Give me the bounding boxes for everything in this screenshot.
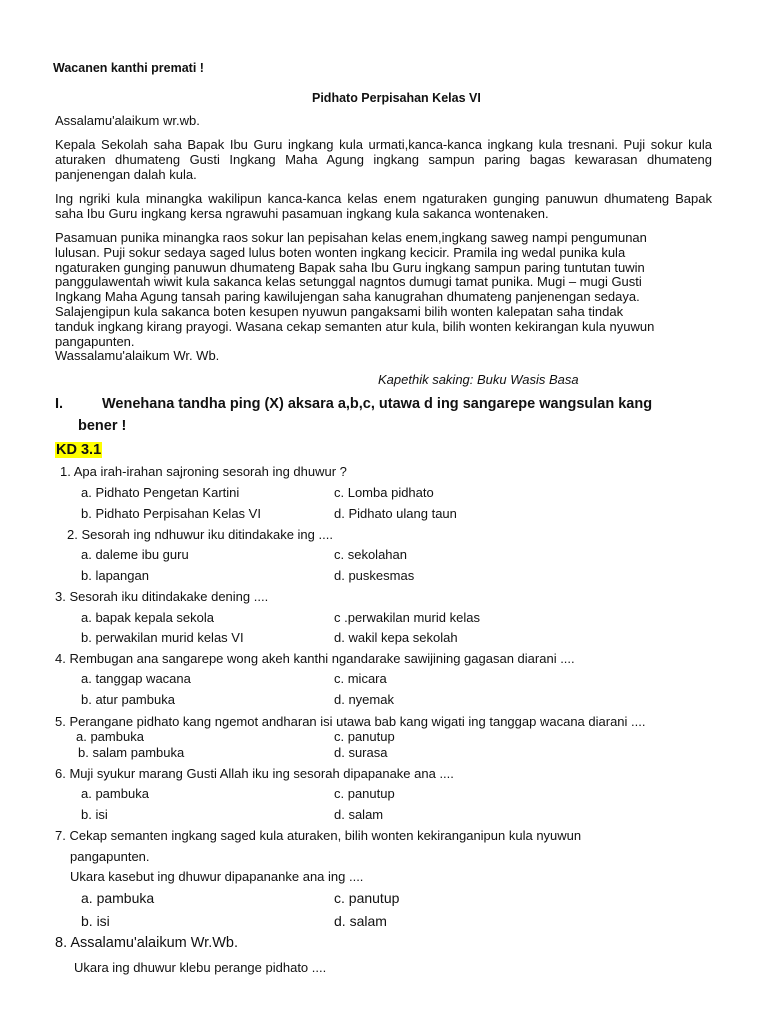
- speech-line: Pasamuan punika minangka raos sokur lan pepisahan kelas enem,ingkang saweg nampi pengumunan: [55, 230, 647, 245]
- option-6c[interactable]: c. panutup: [334, 786, 395, 801]
- kd-badge: KD 3.1: [56, 442, 102, 458]
- option-1d[interactable]: d. Pidhato ulang taun: [334, 506, 457, 521]
- option-4c[interactable]: c. micara: [334, 671, 387, 686]
- speech-paragraph-2: Ing ngriki kula minangka wakilipun kanca-kanca kelas enem ngaturaken gunging panuwun dhumateng Bapak saha Ibu Guru ingkang kersa ngrawuhi pasamuan ingkang kula sakanca wontenaken.: [55, 191, 712, 221]
- option-4d[interactable]: d. nyemak: [334, 692, 394, 707]
- option-2b[interactable]: b. lapangan: [81, 568, 149, 583]
- option-1b[interactable]: b. Pidhato Perpisahan Kelas VI: [81, 506, 261, 521]
- speech-line: panggulawentah wiwit kula sakanca kelas setunggal nagntos dumugi tamat punika. Mugi – mugi Gusti: [55, 274, 642, 290]
- question-8: 8. Assalamu'alaikum Wr.Wb.: [55, 935, 239, 951]
- option-7c[interactable]: c. panutup: [334, 890, 400, 906]
- option-3a[interactable]: a. bapak kepala sekola: [81, 610, 214, 625]
- instruction: Wacanen kanthi premati !: [53, 61, 204, 75]
- speech-line: tanduk ingkang kirang prayogi. Wasana cekap semanten atur kula, bilih wonten kekirangan kula nyuwun: [55, 318, 655, 334]
- question-7-line2: pangapunten.: [70, 849, 150, 864]
- speech-paragraph-3: [55, 231, 712, 364]
- speech-line: Salajengipun kula sakanca boten kesupen nyuwun pangaksami bilih wonten kalepatan saha tindak: [55, 303, 624, 319]
- option-7d[interactable]: d. salam: [334, 913, 387, 929]
- option-3c[interactable]: c .perwakilan murid kelas: [334, 610, 480, 625]
- speech-line: ngaturaken gunging panuwun dhumateng Bapak saha Ibu Guru ingkang sampun paring tuntutan tuwin: [55, 259, 645, 275]
- question-4: 4. Rembugan ana sangarepe wong akeh kanthi ngandarake sawijining gagasan diarani ....: [55, 651, 575, 666]
- section-instruction-line2: bener !: [78, 418, 127, 434]
- question-3: 3. Sesorah iku ditindakake dening ....: [55, 589, 269, 604]
- kd-label: [55, 441, 102, 459]
- option-3d[interactable]: d. wakil kepa sekolah: [334, 630, 458, 645]
- option-6a[interactable]: a. pambuka: [81, 786, 149, 801]
- question-7-line3: Ukara kasebut ing dhuwur dipapananke ana ing ....: [70, 869, 364, 884]
- option-6d[interactable]: d. salam: [334, 807, 384, 822]
- speech-title: Pidhato Perpisahan Kelas VI: [312, 91, 481, 105]
- section-instruction-line1: Wenehana tandha ping (X) aksara a,b,c, utawa d ing sangarepe wangsulan kang: [102, 396, 653, 412]
- option-1c[interactable]: c. Lomba pidhato: [334, 485, 434, 500]
- option-7a[interactable]: a. pambuka: [81, 890, 155, 906]
- speech-greeting: Assalamu'alaikum wr.wb.: [55, 113, 200, 128]
- speech-line: lulusan. Puji sokur sedaya saged lulus boten wonten ingkang kecicir. Pramila ing wedal punika kula: [55, 244, 626, 260]
- option-5c[interactable]: c. panutup: [334, 729, 395, 744]
- option-2a[interactable]: a. daleme ibu guru: [81, 547, 189, 562]
- question-7: 7. Cekap semanten ingkang saged kula aturaken, bilih wonten kekiranganipun kula nyuwun: [55, 828, 582, 843]
- option-1a[interactable]: a. Pidhato Pengetan Kartini: [81, 485, 240, 500]
- section-number: I.: [55, 396, 64, 412]
- option-5b[interactable]: b. salam pambuka: [78, 745, 185, 760]
- option-2d[interactable]: d. puskesmas: [334, 568, 415, 583]
- speech-source: Kapethik saking: Buku Wasis Basa: [378, 372, 579, 387]
- speech-line: pangapunten.: [55, 333, 135, 349]
- option-2c[interactable]: c. sekolahan: [334, 547, 407, 562]
- question-6: 6. Muji syukur marang Gusti Allah iku ing sesorah dipapanake ana ....: [55, 766, 454, 781]
- option-5d[interactable]: d. surasa: [334, 745, 388, 760]
- question-1: 1. Apa irah-irahan sajroning sesorah ing dhuwur ?: [60, 464, 347, 479]
- speech-paragraph-1: Kepala Sekolah saha Bapak Ibu Guru ingkang kula urmati,kanca-kanca ingkang kula tresnani. Puji sokur kula aturaken dhumateng Gusti Ingkang Maha Agung ingkang sampun paring bagas kewarasan dhumateng panjenengan dalah kula.: [55, 137, 712, 182]
- speech-closing: Wassalamu'alaikum Wr. Wb.: [55, 348, 220, 364]
- option-4b[interactable]: b. atur pambuka: [81, 692, 175, 707]
- speech-line: Ingkang Maha Agung tansah paring kawilujengan saha kanugrahan dhumateng panjenengan sedaya.: [55, 289, 640, 305]
- option-6b[interactable]: b. isi: [81, 807, 108, 822]
- question-2: 2. Sesorah ing ndhuwur iku ditindakake ing ....: [67, 527, 333, 542]
- option-5a[interactable]: a. pambuka: [76, 729, 144, 744]
- question-8-line2: Ukara ing dhuwur klebu perange pidhato ....: [74, 960, 327, 975]
- question-5: 5. Perangane pidhato kang ngemot andharan isi utawa bab kang wigati ing tanggap wacana diarani ....: [55, 714, 646, 729]
- option-7b[interactable]: b. isi: [81, 913, 110, 929]
- option-3b[interactable]: b. perwakilan murid kelas VI: [81, 630, 244, 645]
- option-4a[interactable]: a. tanggap wacana: [81, 671, 191, 686]
